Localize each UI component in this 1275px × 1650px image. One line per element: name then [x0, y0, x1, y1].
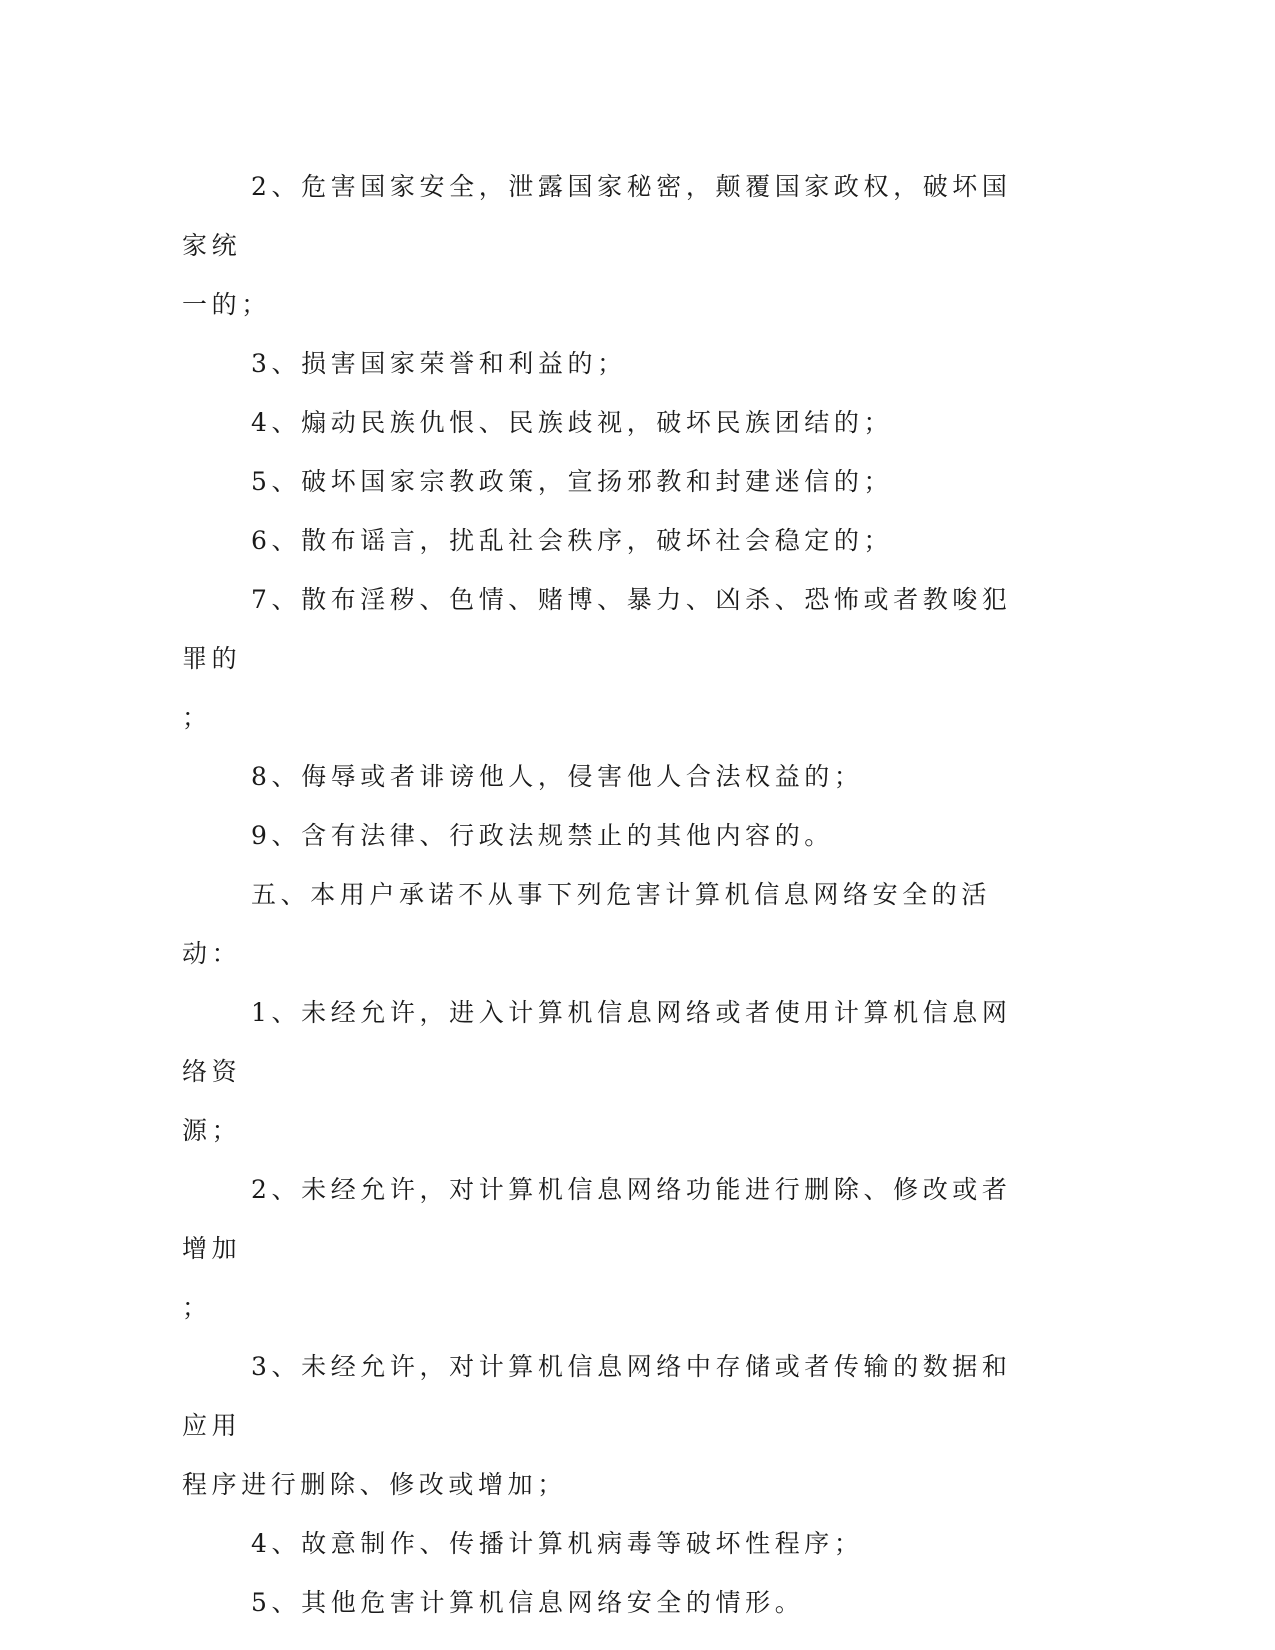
paragraph-line: 3、损害国家荣誉和利益的；: [251, 349, 627, 378]
paragraph-line: 9、含有法律、行政法规禁止的其他内容的。: [251, 821, 834, 850]
paragraph-continuation: ；: [182, 1293, 212, 1322]
paragraph-item-9-prohibited-content: [182, 806, 1017, 865]
paragraph-item-3-data-modification: [182, 1337, 1017, 1514]
paragraph-line: 4、煽动民族仇恨、民族歧视，破坏民族团结的；: [251, 408, 894, 437]
paragraph-line: 2、危害国家安全，泄露国家秘密，颠覆国家政权，破坏国家统: [182, 172, 1012, 260]
paragraph-line: 6、散布谣言，扰乱社会秩序，破坏社会稳定的；: [251, 526, 894, 555]
paragraph-item-8-defamation: [182, 747, 1017, 806]
paragraph-line: 5、其他危害计算机信息网络安全的情形。: [251, 1588, 805, 1617]
paragraph-line: 5、破坏国家宗教政策，宣扬邪教和封建迷信的；: [251, 467, 894, 496]
paragraph-item-1-unauthorized-access: [182, 983, 1017, 1160]
document-body: [182, 157, 1017, 1632]
paragraph-item-2-function-modification: [182, 1160, 1017, 1337]
paragraph-continuation: 一的；: [182, 290, 271, 319]
paragraph-item-6-rumors: [182, 511, 1017, 570]
paragraph-continuation: 程序进行删除、修改或增加；: [182, 1470, 567, 1499]
paragraph-item-4-ethnic-unity: [182, 393, 1017, 452]
paragraph-line: 3、未经允许，对计算机信息网络中存储或者传输的数据和应用: [182, 1352, 1012, 1440]
paragraph-item-2-national-security: [182, 157, 1017, 334]
paragraph-line: 1、未经允许，进入计算机信息网络或者使用计算机信息网络资: [182, 998, 1012, 1086]
paragraph-line: 2、未经允许，对计算机信息网络功能进行删除、修改或者增加: [182, 1175, 1012, 1263]
paragraph-item-4-virus: [182, 1514, 1017, 1573]
section-five-heading: [182, 865, 1017, 983]
paragraph-line: 4、故意制作、传播计算机病毒等破坏性程序；: [251, 1529, 864, 1558]
paragraph-line: 7、散布淫秽、色情、赌博、暴力、凶杀、恐怖或者教唆犯罪的: [182, 585, 1012, 673]
paragraph-continuation: 源；: [182, 1116, 242, 1145]
paragraph-line: 五、本用户承诺不从事下列危害计算机信息网络安全的活动：: [182, 880, 992, 968]
paragraph-continuation: ；: [182, 703, 212, 732]
paragraph-item-3-national-honor: [182, 334, 1017, 393]
paragraph-item-7-obscenity: [182, 570, 1017, 747]
paragraph-item-5-religious-policy: [182, 452, 1017, 511]
paragraph-line: 8、侮辱或者诽谤他人，侵害他人合法权益的；: [251, 762, 864, 791]
paragraph-item-5-other-threats: [182, 1573, 1017, 1632]
